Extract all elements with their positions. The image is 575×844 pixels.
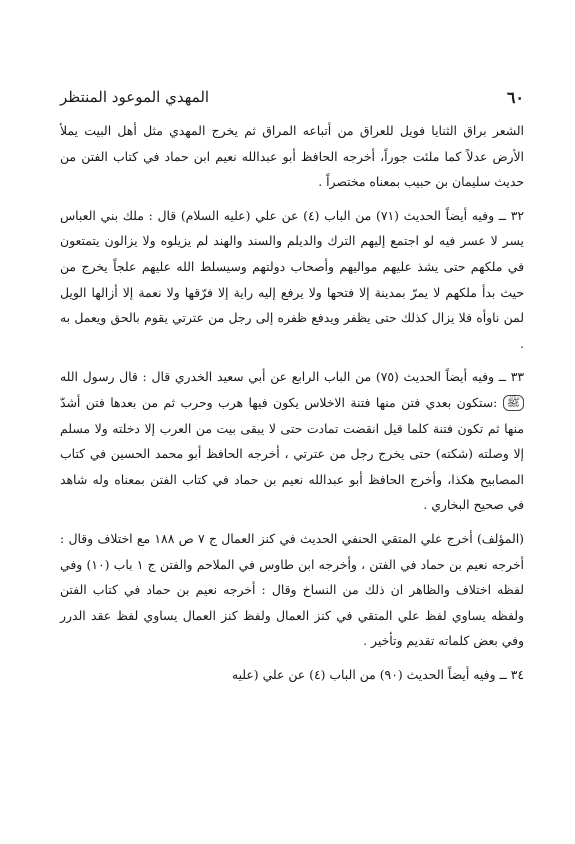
paragraph-gap: [60, 518, 524, 526]
paragraph-gap: [60, 356, 524, 364]
hadith-33-text-start: ٣٣ ــ وفيه أيضاً الحديث (٧٥) من الباب الرابع عن أبي سعيد الخدري قال : قال رسول الله: [60, 369, 524, 385]
page-number: ٦٠: [506, 88, 524, 107]
running-title: المهدي الموعود المنتظر: [60, 88, 210, 106]
paragraph-1: الشعر براق الثنايا فويل للعراق من أتباعه المراق ثم يخرج المهدي مثل أهل البيت يملأ الأرض عدلاً كما ملئت جوراً، أخرجه الحافظ أبو عبدالله نعيم ابن حماد في كتاب الفتن من حديث سليمان بن حبيب بمعناه مختصراً .: [60, 123, 524, 190]
page-header: [60, 88, 524, 118]
paragraph-gap: [60, 195, 524, 203]
prophet-honorific-icon: ﷺ: [503, 395, 524, 411]
paragraph-gap: [60, 654, 524, 662]
paragraph-hadith-34: ٣٤ ــ وفيه أيضاً الحديث (٩٠) من الباب (٤) عن علي (عليه: [231, 666, 524, 682]
hadith-33-text-end: :ستكون بعدي فتن منها فتنة الاخلاس يكون فيها هرب وحرب ثم من بعدها فتن أشدّ منها ثم تكون فتنة كلما قيل انقضت تمادت حتى لا يبقى بيت من العرب إلا دخلته ولا مسلم إلا وصلته (شكته) حتى يخرج رجل من عترتي ، أخرجه الحافظ أبو محمد الحسين في كتاب المصابيح هكذا، وأخرج الحافظ أبو عبدالله نعيم بن حماد في كتاب الفتن بمعناه وله شاهد في صحيح البخاري .: [60, 394, 524, 513]
paragraph-hadith-33: [60, 364, 524, 518]
document-page: [60, 88, 524, 687]
paragraph-author-note: (المؤلف) أخرج علي المتقي الحنفي الحديث في كنز العمال ج ٧ ص ١٨٨ مع اختلاف وقال : أخرجه نعيم بن حماد في الفتن ، وأخرجه ابن طاوس في الملاحم والفتن ج ١ باب (١٠) وفي لفظه اختلاف والظاهر ان ذلك من النساخ وقال : أخرجه نعيم بن حماد في كتاب الفتن ولفظه يساوي لفظ علي المتقي في كنز العمال ولفظ كنز العمال يساوي لفظ عقد الدرر وفي بعض كلماته تقديم وتأخير .: [60, 530, 524, 649]
paragraph-hadith-32: ٣٢ ــ وفيه أيضاً الحديث (٧١) من الباب (٤) عن علي (عليه السلام) قال : ملك بني العباس يسر لا عسر فيه لو اجتمع إليهم الترك والديلم والسند والهند لم يزيلوه ولا يزالون يتمتعون في ملكهم حتى يشذ عليهم مواليهم وأصحاب دولتهم وسيسلط الله عليهم علجاً يخرج من حيث بدأ ملكهم لا يمرّ بمدينة إلا فتحها ولا يرفع إليه راية إلا فرّقها ولا نعمة إلا أزالها الويل لمن ناوأه فلا يزال كذلك حتى يظفر ويدفع ظفره إلى رجل من عترتي يقوم بالحق ويعمل به .: [60, 207, 525, 351]
